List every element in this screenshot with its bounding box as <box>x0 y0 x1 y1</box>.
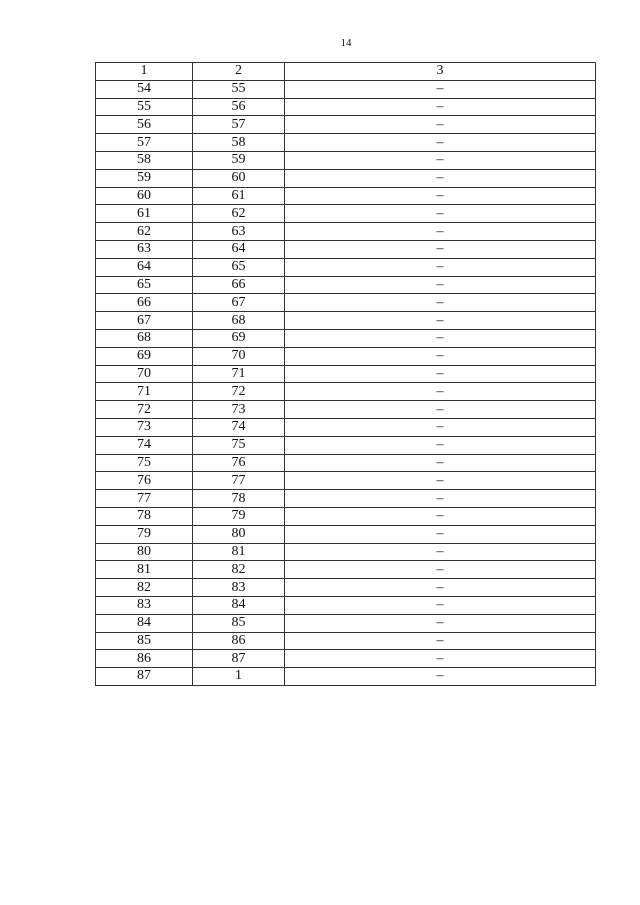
table-row <box>96 632 596 650</box>
table-cell-col-2: 86 <box>193 632 285 650</box>
table-cell-col-2: 85 <box>193 614 285 632</box>
table-cell-col-3: – <box>285 383 596 401</box>
table-cell-col-2: 62 <box>193 205 285 223</box>
table-row <box>96 472 596 490</box>
table-cell-col-3: – <box>285 418 596 436</box>
table-cell-col-1: 72 <box>96 401 193 419</box>
table-cell-col-3: – <box>285 543 596 561</box>
table-cell-col-1: 84 <box>96 614 193 632</box>
table-row <box>96 383 596 401</box>
table-cell-col-2: 79 <box>193 507 285 525</box>
table-row <box>96 507 596 525</box>
table-cell-col-2: 81 <box>193 543 285 561</box>
table-cell-col-3: – <box>285 258 596 276</box>
table-cell-col-1: 78 <box>96 507 193 525</box>
table-row <box>96 668 596 686</box>
table-cell-col-1: 67 <box>96 312 193 330</box>
table-cell-col-3: – <box>285 205 596 223</box>
table-header-row <box>96 63 596 81</box>
table-cell-col-3: – <box>285 632 596 650</box>
table-row <box>96 579 596 597</box>
table-row <box>96 169 596 187</box>
table-row <box>96 205 596 223</box>
table-cell-col-2: 60 <box>193 169 285 187</box>
table-cell-col-2: 68 <box>193 312 285 330</box>
table-cell-col-1: 62 <box>96 223 193 241</box>
table-cell-col-3: – <box>285 116 596 134</box>
table-cell-col-1: 80 <box>96 543 193 561</box>
data-table <box>95 62 596 686</box>
table-cell-col-3: – <box>285 347 596 365</box>
table-cell-col-3: – <box>285 294 596 312</box>
table-cell-col-1: 66 <box>96 294 193 312</box>
table-row <box>96 116 596 134</box>
table-cell-col-2: 72 <box>193 383 285 401</box>
table-cell-col-3: – <box>285 134 596 152</box>
table-row <box>96 525 596 543</box>
table-row <box>96 454 596 472</box>
table-cell-col-3: – <box>285 169 596 187</box>
table-cell-col-2: 64 <box>193 240 285 258</box>
table-cell-col-1: 68 <box>96 329 193 347</box>
table-row <box>96 401 596 419</box>
table-cell-col-2: 73 <box>193 401 285 419</box>
table-cell-col-1: 74 <box>96 436 193 454</box>
table-cell-col-2: 69 <box>193 329 285 347</box>
table-cell-col-1: 82 <box>96 579 193 597</box>
table-row <box>96 258 596 276</box>
table-cell-col-2: 61 <box>193 187 285 205</box>
table-row <box>96 614 596 632</box>
table-cell-col-3: – <box>285 401 596 419</box>
table-cell-col-1: 65 <box>96 276 193 294</box>
table-cell-col-1: 58 <box>96 151 193 169</box>
table-cell-col-3: – <box>285 454 596 472</box>
table-cell-col-1: 56 <box>96 116 193 134</box>
table-cell-col-2: 55 <box>193 80 285 98</box>
table-cell-col-3: – <box>285 187 596 205</box>
table-cell-col-1: 81 <box>96 561 193 579</box>
table-cell-col-3: – <box>285 329 596 347</box>
table-row <box>96 650 596 668</box>
table-cell-col-2: 74 <box>193 418 285 436</box>
table-row <box>96 294 596 312</box>
table-cell-col-2: 80 <box>193 525 285 543</box>
table-cell-col-1: 83 <box>96 596 193 614</box>
table-cell-col-2: 57 <box>193 116 285 134</box>
table-cell-col-3: – <box>285 312 596 330</box>
table-row <box>96 80 596 98</box>
table-row <box>96 329 596 347</box>
table-cell-col-1: 61 <box>96 205 193 223</box>
table-cell-col-2: 83 <box>193 579 285 597</box>
table-body <box>96 80 596 685</box>
table-row <box>96 436 596 454</box>
table-cell-col-3: – <box>285 650 596 668</box>
table-cell-col-2: 70 <box>193 347 285 365</box>
table-row <box>96 223 596 241</box>
table-cell-col-3: – <box>285 596 596 614</box>
table-cell-col-2: 66 <box>193 276 285 294</box>
table-cell-col-3: – <box>285 507 596 525</box>
table-cell-col-1: 69 <box>96 347 193 365</box>
table-cell-col-3: – <box>285 80 596 98</box>
table-cell-col-2: 56 <box>193 98 285 116</box>
table-cell-col-1: 54 <box>96 80 193 98</box>
table-cell-col-2: 58 <box>193 134 285 152</box>
table-cell-col-2: 59 <box>193 151 285 169</box>
table-row <box>96 418 596 436</box>
table-cell-col-1: 75 <box>96 454 193 472</box>
table-row <box>96 276 596 294</box>
table-row <box>96 98 596 116</box>
table-cell-col-3: – <box>285 525 596 543</box>
table-cell-col-1: 86 <box>96 650 193 668</box>
table-cell-col-1: 79 <box>96 525 193 543</box>
table-cell-col-2: 1 <box>193 668 285 686</box>
table-row <box>96 490 596 508</box>
table-row <box>96 596 596 614</box>
table-cell-col-3: – <box>285 365 596 383</box>
column-header-1: 1 <box>96 63 193 81</box>
table-cell-col-2: 67 <box>193 294 285 312</box>
table-cell-col-1: 63 <box>96 240 193 258</box>
table-cell-col-1: 64 <box>96 258 193 276</box>
column-header-3: 3 <box>285 63 596 81</box>
table-cell-col-1: 59 <box>96 169 193 187</box>
table-row <box>96 543 596 561</box>
table-cell-col-1: 55 <box>96 98 193 116</box>
table-cell-col-2: 78 <box>193 490 285 508</box>
table-cell-col-3: – <box>285 240 596 258</box>
table-cell-col-2: 84 <box>193 596 285 614</box>
table-cell-col-2: 71 <box>193 365 285 383</box>
table-cell-col-1: 76 <box>96 472 193 490</box>
table-cell-col-2: 75 <box>193 436 285 454</box>
table-cell-col-3: – <box>285 151 596 169</box>
table-row <box>96 312 596 330</box>
table-cell-col-1: 77 <box>96 490 193 508</box>
table-cell-col-3: – <box>285 614 596 632</box>
table-row <box>96 561 596 579</box>
table-cell-col-3: – <box>285 561 596 579</box>
table-row <box>96 134 596 152</box>
table-cell-col-1: 87 <box>96 668 193 686</box>
table-cell-col-3: – <box>285 98 596 116</box>
page-number: 14 <box>340 37 352 49</box>
table-cell-col-1: 85 <box>96 632 193 650</box>
table-cell-col-2: 87 <box>193 650 285 668</box>
table-cell-col-3: – <box>285 472 596 490</box>
table-row <box>96 347 596 365</box>
table-row <box>96 187 596 205</box>
table-row <box>96 240 596 258</box>
table-cell-col-2: 76 <box>193 454 285 472</box>
table-cell-col-2: 63 <box>193 223 285 241</box>
column-header-2: 2 <box>193 63 285 81</box>
table-cell-col-2: 65 <box>193 258 285 276</box>
table-cell-col-1: 71 <box>96 383 193 401</box>
table-cell-col-3: – <box>285 223 596 241</box>
table-cell-col-1: 57 <box>96 134 193 152</box>
table-cell-col-3: – <box>285 436 596 454</box>
table-cell-col-1: 70 <box>96 365 193 383</box>
table-cell-col-3: – <box>285 276 596 294</box>
table-cell-col-1: 60 <box>96 187 193 205</box>
table-cell-col-3: – <box>285 579 596 597</box>
table-row <box>96 151 596 169</box>
table-row <box>96 365 596 383</box>
table-cell-col-3: – <box>285 490 596 508</box>
table-cell-col-2: 77 <box>193 472 285 490</box>
table-cell-col-1: 73 <box>96 418 193 436</box>
table-cell-col-2: 82 <box>193 561 285 579</box>
table-cell-col-3: – <box>285 668 596 686</box>
